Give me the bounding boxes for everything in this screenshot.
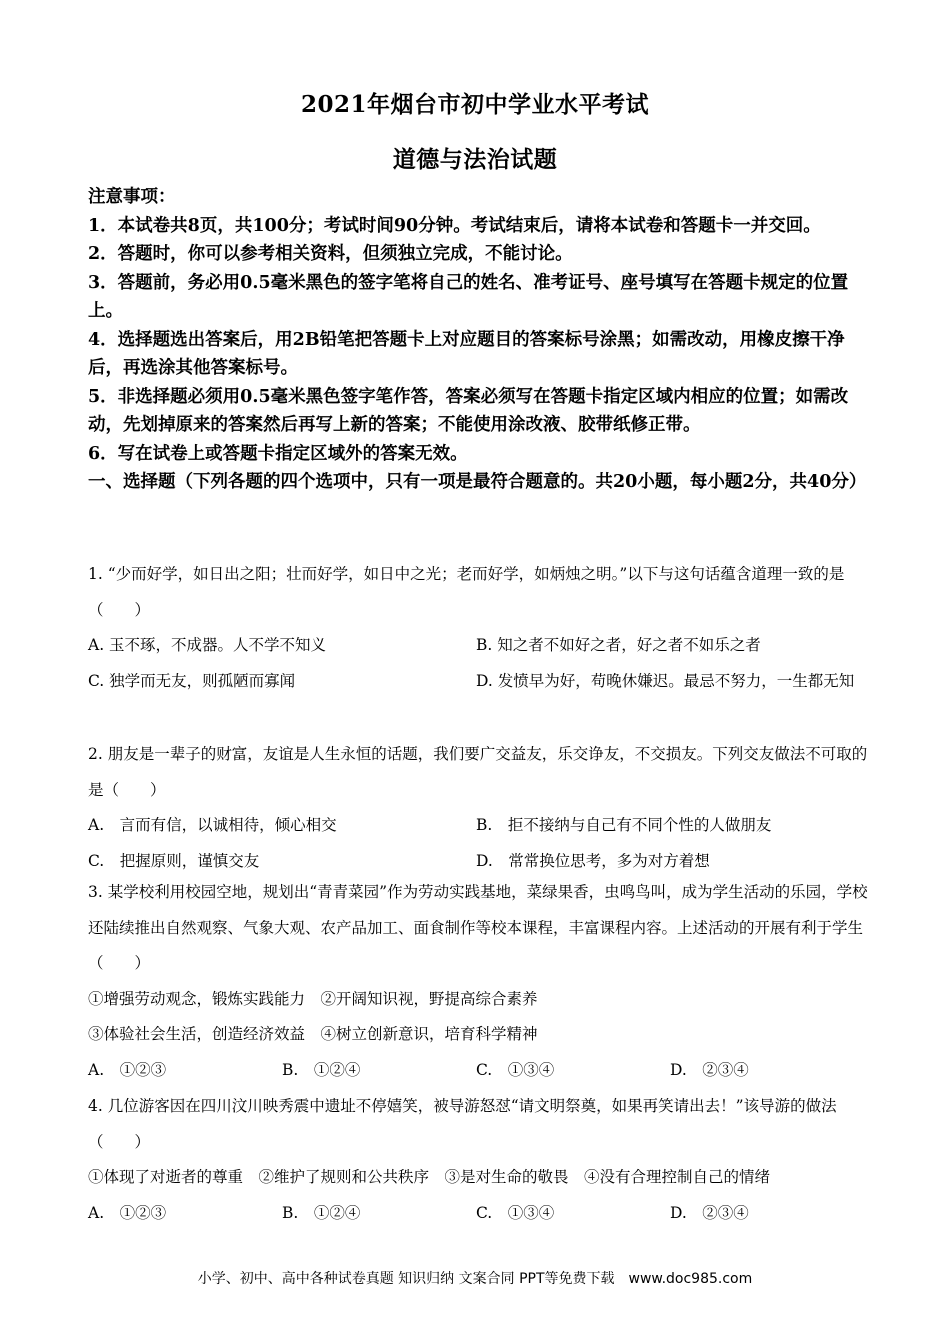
question-stem: 3. 某学校利用校园空地，规划出“青青菜园”作为劳动实践基地，菜绿果香，虫鸣鸟叫，成为学生活动的乐园，学校还陆续推出自然观察、气象大观、农产品加工、面食制作等校本课程，丰富课程内容。上述活动的开展有利于学生（ ）: [88, 883, 868, 972]
option-a: A. ①②③: [88, 1060, 167, 1079]
note-item: 1．本试卷共8页，共100分；考试时间90分钟。考试结束后，请将本试卷和答题卡一并交回。: [88, 215, 821, 236]
option-c: C. ①③④: [476, 1203, 555, 1222]
question-3: [88, 875, 868, 1088]
page-footer: 小学、初中、高中各种试卷真题 知识归纳 文案合同 PPT等免费下载 www.doc985.com: [197, 1271, 753, 1287]
question-stem: 1. “少而好学，如日出之阳；壮而好学，如日中之光；老而好学，如炳烛之明。”以下与这句话蕴含道理一致的是（ ）: [88, 565, 845, 619]
note-item: 2．答题时，你可以参考相关资料，但须独立完成，不能讨论。: [88, 244, 573, 264]
note-item: 6．写在试卷上或答题卡指定区域外的答案无效。: [88, 443, 468, 464]
note-item: 3．答题前，务必用0.5毫米黑色的签字笔将自己的姓名、准考证号、座号填写在答题卡规定的位置上。: [88, 272, 849, 321]
note-item: 5．非选择题必须用0.5毫米黑色签字笔作答，答案必须写在答题卡指定区域内相应的位置；如需改动，先划掉原来的答案然后再写上新的答案；不能使用涂改液、胶带纸修正带。: [88, 386, 849, 435]
option-d: D. 常常换位思考，多为对方着想: [476, 851, 710, 870]
option-d: D. 发愤早为好，苟晚休嫌迟。最忌不努力，一生都无知: [476, 671, 855, 690]
option-row: [88, 1053, 868, 1089]
option-b: B. ①②④: [282, 1203, 361, 1222]
section-heading: 一、选择题（下列各题的四个选项中，只有一项是最符合题意的。共20小题，每小题2分，共40分）: [88, 472, 867, 492]
statement-line: ③体验社会生活，创造经济效益 ④树立创新意识，培育科学精神: [88, 1025, 538, 1043]
question-stem: 4. 几位游客因在四川汶川映秀震中遗址不停嬉笑，被导游怒怼“请文明祭奠，如果再笑请出去！”该导游的做法（ ）: [88, 1097, 837, 1151]
statement-line: ①增强劳动观念，锻炼实践能力 ②开阔知识视，野提高综合素养: [88, 989, 538, 1008]
option-d: D. ②③④: [670, 1060, 749, 1079]
option-c: C. 把握原则，谨慎交友: [88, 851, 260, 870]
page-title: 2021年烟台市初中学业水平考试: [300, 91, 649, 118]
statement-line: ①体现了对逝者的尊重 ②维护了规则和公共秩序 ③是对生命的敬畏 ④没有合理控制自己的情绪: [88, 1168, 771, 1186]
question-4: [88, 1089, 868, 1231]
option-row: [88, 844, 868, 880]
option-b: B. 拒不接纳与自己有不同个性的人做朋友: [476, 816, 772, 834]
notes-section: [88, 183, 868, 497]
question-1: [88, 557, 868, 735]
option-b: B. ①②④: [282, 1060, 361, 1079]
option-a: A. ①②③: [88, 1203, 167, 1222]
option-row: [88, 664, 868, 735]
option-row: [88, 808, 868, 844]
option-a: A. 言而有信，以诚相待，倾心相交: [88, 816, 337, 834]
question-2: [88, 737, 868, 879]
option-d: D. ②③④: [670, 1203, 749, 1222]
option-row: [88, 1196, 868, 1232]
option-c: C. 独学而无友，则孤陋而寡闻: [88, 671, 296, 690]
option-c: C. ①③④: [476, 1060, 555, 1079]
question-stem: 2. 朋友是一辈子的财富，友谊是人生永恒的话题，我们要广交益友，乐交诤友，不交损友。下列交友做法不可取的是（ ）: [88, 745, 868, 799]
option-a: A. 玉不琢，不成器。人不学不知义: [88, 636, 327, 654]
note-item: 4．选择题选出答案后，用2B铅笔把答题卡上对应题目的答案标号涂黑；如需改动，用橡皮擦干净后，再选涂其他答案标号。: [88, 329, 845, 378]
option-row: [88, 628, 868, 664]
option-b: B. 知之者不如好之者，好之者不如乐之者: [476, 636, 761, 654]
page-subtitle: 道德与法治试题: [392, 146, 558, 173]
notes-heading: 注意事项：: [88, 187, 176, 207]
